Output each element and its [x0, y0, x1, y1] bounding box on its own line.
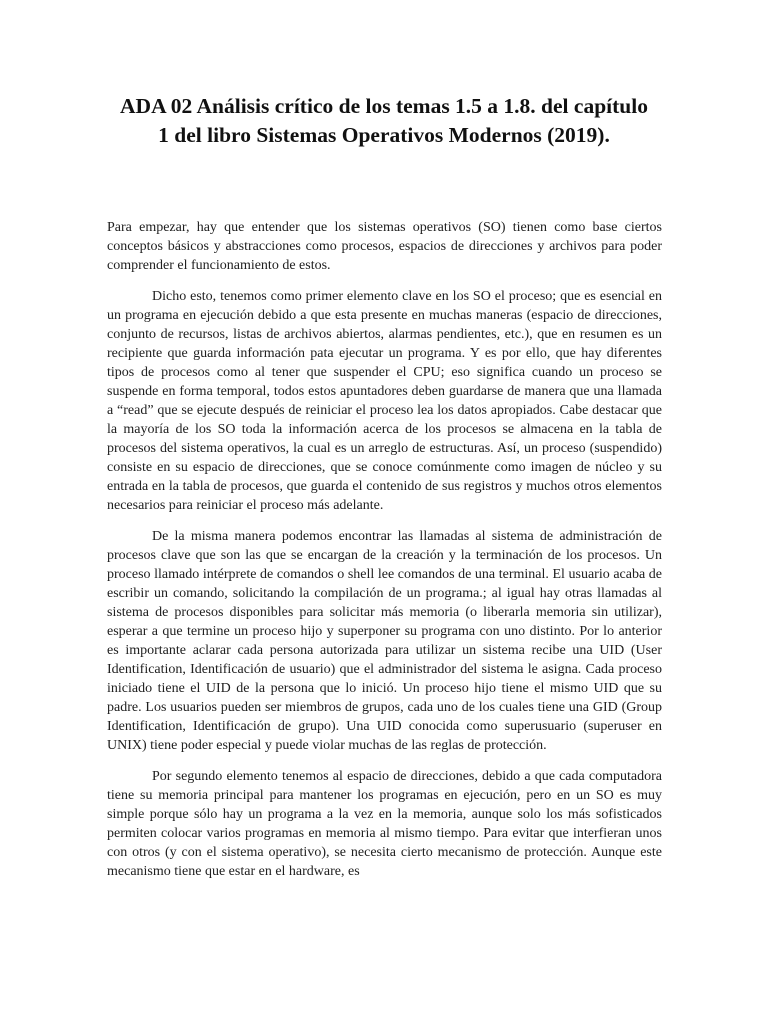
paragraph-llamadas-sistema: De la misma manera podemos encontrar las llamadas al sistema de administración de procesos clave que son las que se encargan de la creación y la terminación de los procesos. Un proceso llamado intérprete de comandos o shell lee comandos de una terminal. El usuario acaba de escribir un comando, solicitando la compilación de un programa.; al igual hay otras llamadas al sistema de procesos disponibles para solicitar más memoria (o liberarla memoria sin utilizar), esperar a que termine un proceso hijo y superponer su programa con uno distinto. Por lo anterior es importante aclarar cada persona autorizada para utilizar un sistema recibe una UID (User Identification, Identificación de usuario) que el administrador del sistema le asigna. Cada proceso iniciado tiene el UID de la persona que lo inició. Un proceso hijo tiene el mismo UID que su padre. Los usuarios pueden ser miembros de grupos, cada uno de los cuales tiene una GID (Group Identification, Identificación de grupo). Una UID conocida como superusuario (superuser en UNIX) tiene poder especial y puede violar muchas de las reglas de protección.: [107, 529, 662, 753]
document-title: ADA 02 Análisis crítico de los temas 1.5 a 1.8. del capítulo 1 del libro Sistemas Operativos Modernos (2019).: [120, 94, 648, 147]
paragraph-intro: Para empezar, hay que entender que los sistemas operativos (SO) tienen como base ciertos conceptos básicos y abstracciones como procesos, espacios de direcciones y archivos para poder comprender el funcionamiento de estos.: [107, 220, 662, 273]
document-body: [107, 218, 662, 893]
paragraph-espacio-direcciones: Por segundo elemento tenemos al espacio de direcciones, debido a que cada computadora tiene su memoria principal para mantener los programas en ejecución, pero en un SO es muy simple porque sólo hay un programa a la vez en la memoria, aunque solo los más sofisticados permiten colocar varios programas en memoria al mismo tiempo. Para evitar que interfieran unos con otros (y con el sistema operativo), se necesita cierto mecanismo de protección. Aunque este mecanismo tiene que estar en el hardware, es: [107, 769, 662, 879]
paragraph-proceso: Dicho esto, tenemos como primer elemento clave en los SO el proceso; que es esencial en un programa en ejecución debido a que esta presente en muchas maneras (espacio de direcciones, conjunto de recursos, listas de archivos abiertos, alarmas pendientes, etc.), que en resumen es un recipiente que guarda información pata ejecutar un programa. Y es por ello, que hay diferentes tipos de procesos como al tener que suspender el CPU; eso significa cuando un proceso se suspende en forma temporal, todos estos apuntadores deben guardarse de manera que una llamada a “read” que se ejecute después de reiniciar el proceso lea los datos apropiados. Cabe destacar que la mayoría de los SO toda la información acerca de los procesos se almacena en la tabla de procesos del sistema operativos, la cual es un arreglo de estructuras. Así, un proceso (suspendido) consiste en su espacio de direcciones, que se conoce comúnmente como imagen de núcleo y su entrada en la tabla de procesos, que guarda el contenido de sus registros y muchos otros elementos necesarios para reiniciar el proceso más adelante.: [107, 289, 662, 513]
